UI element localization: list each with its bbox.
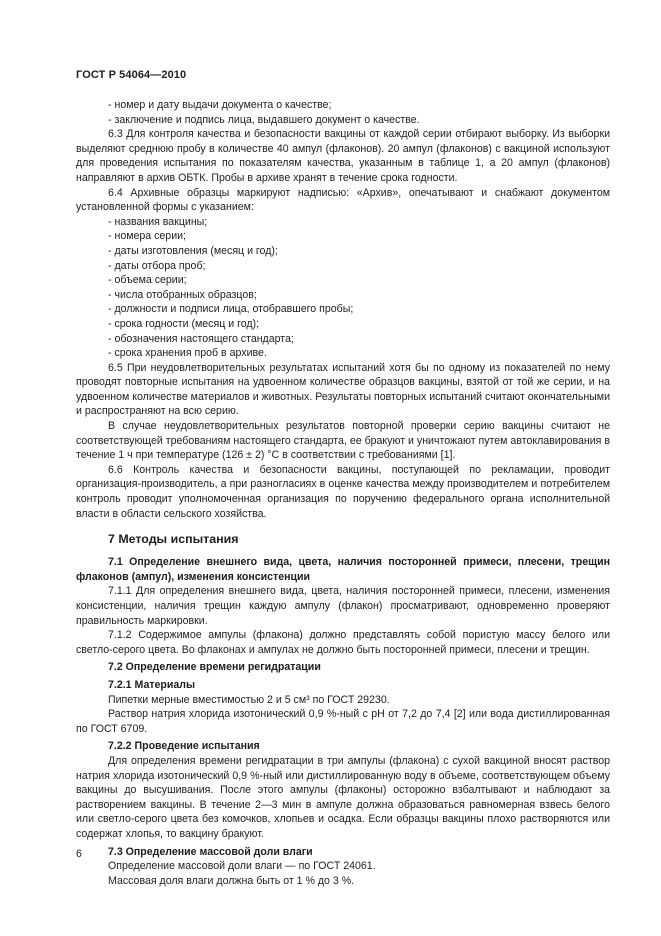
list-item: - объема серии; <box>108 274 187 287</box>
heading-7-2: 7.2 Определение времени регидратации <box>108 661 321 674</box>
page-number: 6 <box>76 848 82 860</box>
list-item: - заключение и подпись лица, выдавшего документ о качестве. <box>108 113 420 126</box>
paragraph-6-4: 6.4 Архивные образцы маркируют надписью: «Архив», опечатывают и снабжают документом установленной формы с указанием: <box>76 186 610 214</box>
paragraph-7-2-1-pipettes: Пипетки мерные вместимостью 2 и 5 см³ по ГОСТ 29230. <box>108 693 390 706</box>
paragraph-7-3-method: Определение массовой доли влаги — по ГОСТ 24061. <box>108 860 376 873</box>
paragraph-7-1-2: 7.1.2 Содержимое ампулы (флакона) должно представлять собой пористую массу белого или светло-серого цвета. Во флаконах и ампулах не должно быть посторонней примеси, плесени и трещин. <box>76 629 610 656</box>
list-item: - числа отобранных образцов; <box>108 288 257 301</box>
document-body <box>76 98 610 888</box>
paragraph-7-1-1: 7.1.1 Для определения внешнего вида, цвета, наличия посторонней примеси, плесени, изменения консистенции, наличия трещин каждую ампулу (флакон) просматривают, одновременно проверяют правильность маркировки. <box>76 585 610 627</box>
archive-label-list <box>76 215 610 361</box>
list-item: - срока хранения проб в архиве. <box>108 347 267 360</box>
list-item: - срока годности (месяц и год); <box>108 317 260 330</box>
list-item: - должности и подписи лица, отобравшего пробы; <box>108 303 354 316</box>
paragraph-7-2-1-solution: Раствор натрия хлорида изотонический 0,9 %-ный с рН от 7,2 до 7,4 [2] или вода дистиллированная по ГОСТ 6709. <box>76 708 610 735</box>
list-item: - обозначения настоящего стандарта; <box>108 332 294 345</box>
list-item: - даты изготовления (месяц и год); <box>108 244 278 257</box>
list-item: - номера серии; <box>108 230 186 243</box>
heading-7-2-1: 7.2.1 Материалы <box>108 678 196 691</box>
paragraph-6-6: 6.6 Контроль качества и безопасности вакцины, поступающей по рекламации, проводит организация-производитель, а при разногласиях в оценке качества между производителем и потребителем контроль проводит уполномоченная организация по поручению федерального органа исполнительной власти в области сельского хозяйства. <box>76 463 610 520</box>
list-item: - даты отбора проб; <box>108 259 206 272</box>
paragraph-7-2-2: Для определения времени регидратации в три ампулы (флакона) с сухой вакциной вносят раствор натрия хлорида изотонический 0,9 %-ный или дистиллированную воду в объеме, соответствующем объему вакцины до высушивания. После этого ампулы (флаконы) осторожно взбалтывают и наблюдают за растворением вакцины. В течение 2—3 мин в ампуле должна образоваться равномерная взвесь белого или светло-серого цвета без комочков, хлопьев и осадка. Если образцы вакцины плохо растворяются или содержат хлопья, то вакцину бракуют. <box>76 754 610 840</box>
heading-7-2-2: 7.2.2 Проведение испытания <box>108 740 260 753</box>
paragraph-7-3-range: Массовая доля влаги должна быть от 1 % до 3 %. <box>108 874 355 887</box>
heading-7-1: 7.1 Определение внешнего вида, цвета, наличия посторонней примеси, плесени, трещин флаконов (ампул), изменения консистенции <box>76 556 610 583</box>
list-item: - номер и дату выдачи документа о качестве; <box>108 99 332 111</box>
paragraph-6-5: 6.5 При неудовлетворительных результатах испытаний хотя бы по одному из показателей по нему проводят повторные испытания на удвоенном количестве образцов вакцины, взятой от той же серии, и на удвоенном количестве материалов и животных. Результаты повторных испытаний считают окончательными и распространяют на всю серию. <box>76 361 610 418</box>
section-7-heading: 7 Методы испытания <box>108 532 239 547</box>
document-header-code: ГОСТ Р 54064—2010 <box>76 69 187 81</box>
heading-7-3: 7.3 Определение массовой доли влаги <box>108 845 313 858</box>
list-item: - названия вакцины; <box>108 215 208 228</box>
paragraph-6-3: 6.3 Для контроля качества и безопасности вакцины от каждой серии отбирают выборку. Из выборки выделяют среднюю пробу в количестве 40 ампул (флаконов). 20 ампул (флаконов) с вакциной используют для проведения испытания по показателям качества, указанным в таблице 1, а 20 ампул (флаконов) направляют в архив ОБТК. Пробы в архиве хранят в течение срока годности. <box>76 128 610 184</box>
paragraph-6-5-continued: В случае неудовлетворительных результатов повторной проверки серию вакцины считают не соответствующей требованиям настоящего стандарта, ее бракуют и уничтожают путем автоклавирования в течение 1 ч при температуре (126 ± 2) °С в соответствии с требованиями [1]. <box>76 420 610 462</box>
